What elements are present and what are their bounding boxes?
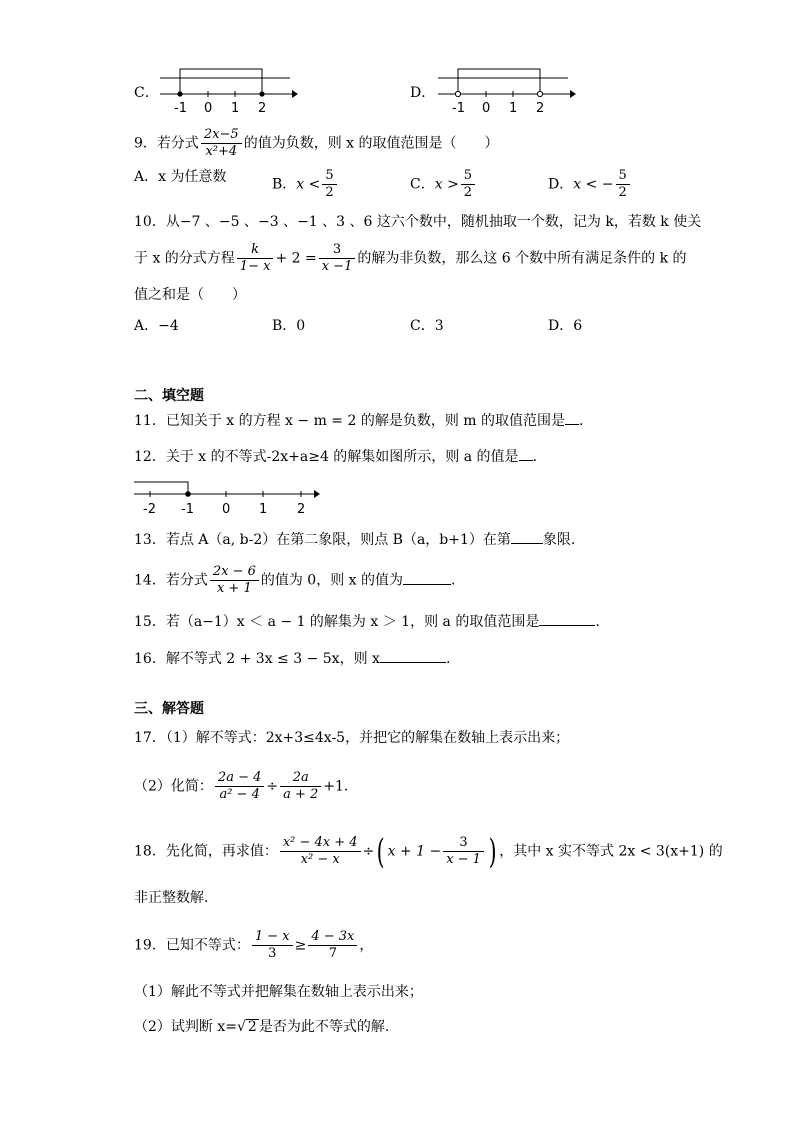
q18-line1: 18．先化简，再求值： $\frac{\text{x² − 4x + 4}}{\text{x² − x}}$ ÷( x + 1 − $\frac{3}{x - 1}$ ) ，其中 x 实不等式 2x < 3(x+1) 的 xyxy=(134,831,723,872)
section-3-title: 三、解答题 xyxy=(134,701,204,717)
q8c-tick-1: 1 xyxy=(231,101,240,116)
q12-tick-neg2: -2 xyxy=(143,502,156,517)
q8c-tick-neg1: -1 xyxy=(174,101,187,116)
q12-tick-0: 0 xyxy=(222,502,231,517)
q19-part1: （1）解此不等式并把解集在数轴上表示出来； xyxy=(134,984,423,1000)
q19-stem: 19．已知不等式： $\frac{1 - x}{3}$ ≥ $\frac{4 - 3x}{7}$ ， xyxy=(134,929,374,961)
q12: 12．关于 x 的不等式-2x+a≥4 的解集如图所示，则 a 的值是 . xyxy=(134,449,538,465)
q15: 15．若（a−1）x ＜ a − 1 的解集为 x ＞ 1，则 a 的取值范围是 . xyxy=(134,614,600,630)
q12-tick-1: 1 xyxy=(259,502,268,517)
q8c-tick-2: 2 xyxy=(258,101,267,116)
q16: 16．解不等式 2 + 3x ≤ 3 − 5x，则 x . xyxy=(134,651,451,667)
q10-line3: 值之和是（ ） xyxy=(134,287,246,303)
q10-line2: 于 x 的分式方程 $\frac{k}{1- x}$ + 2 = $\frac{3}{x -1}$ 的解为非负数，那么这 6 个数中所有满足条件的 k 的 xyxy=(134,242,687,274)
q14: 14．若分式 $\frac{2x - 6}{x + 1}$ 的值为 0，则 x 的值为 . xyxy=(134,564,456,596)
q8c-tick-0: 0 xyxy=(204,101,213,116)
q9-option-a: A．x 为任意数 xyxy=(134,169,227,185)
q9-option-c: C．x > $\frac{5}{2}$ xyxy=(410,168,477,201)
q10-line1: 10．从−7 、−5 、−3 、−1 、3 、6 这六个数中，随机抽取一个数，记为 k，若数 k 使关 xyxy=(134,214,702,230)
q10-option-b: B．0 xyxy=(272,318,306,334)
q19-part2: （2）试判断 x=√ 2 是否为此不等式的解. xyxy=(134,1019,390,1035)
q18-line2: 非正整数解. xyxy=(134,890,209,906)
q9-fraction: $\frac{2x-5}{\text{x²+4}}$ xyxy=(201,127,242,160)
q9-option-b: B．x < $\frac{5}{2}$ xyxy=(272,168,339,201)
sqrt-value: 2 xyxy=(247,1019,257,1035)
q8d-tick-0: 0 xyxy=(482,101,491,116)
q11: 11．已知关于 x 的方程 x − m = 2 的解是负数，则 m 的取值范围是 . xyxy=(134,413,584,429)
q9-option-d: D．x < − $\frac{5}{2}$ xyxy=(548,168,632,201)
q10-option-a: A．−4 xyxy=(134,318,179,334)
q8d-tick-neg1: -1 xyxy=(452,101,465,116)
q12-tick-neg1: -1 xyxy=(181,502,194,517)
section-2-title: 二、填空题 xyxy=(134,388,204,404)
q13: 13．若点 A（a, b-2）在第二象限，则点 B（a，b+1）在第 象限. xyxy=(134,532,576,548)
q8-option-d-number-line xyxy=(428,64,578,116)
q12-tick-2: 2 xyxy=(297,502,306,517)
q17-part1: 17．（1）解不等式：2x+3≤4x-5，并把它的解集在数轴上表示出来； xyxy=(134,730,570,746)
q10-option-c: C．3 xyxy=(410,318,444,334)
q9-stem: 9．若分式 $\frac{2x-5}{\text{x²+4}}$ 的值为负数，则 x 的取值范围是（ ） xyxy=(134,127,499,159)
q10-option-d: D．6 xyxy=(548,318,583,334)
q8-option-d-label: D． xyxy=(410,85,436,101)
q8-option-c-label: C． xyxy=(134,85,159,101)
q17-part2: （2）化简： $\frac{2a - 4}{\text{a² − 4}}$ ÷ $\frac{2a}{a + 2}$ +1. xyxy=(134,770,349,802)
q8-option-c-number-line xyxy=(150,64,300,116)
q8d-tick-2: 2 xyxy=(536,101,545,116)
q8d-tick-1: 1 xyxy=(509,101,518,116)
q12-number-line xyxy=(130,474,330,518)
